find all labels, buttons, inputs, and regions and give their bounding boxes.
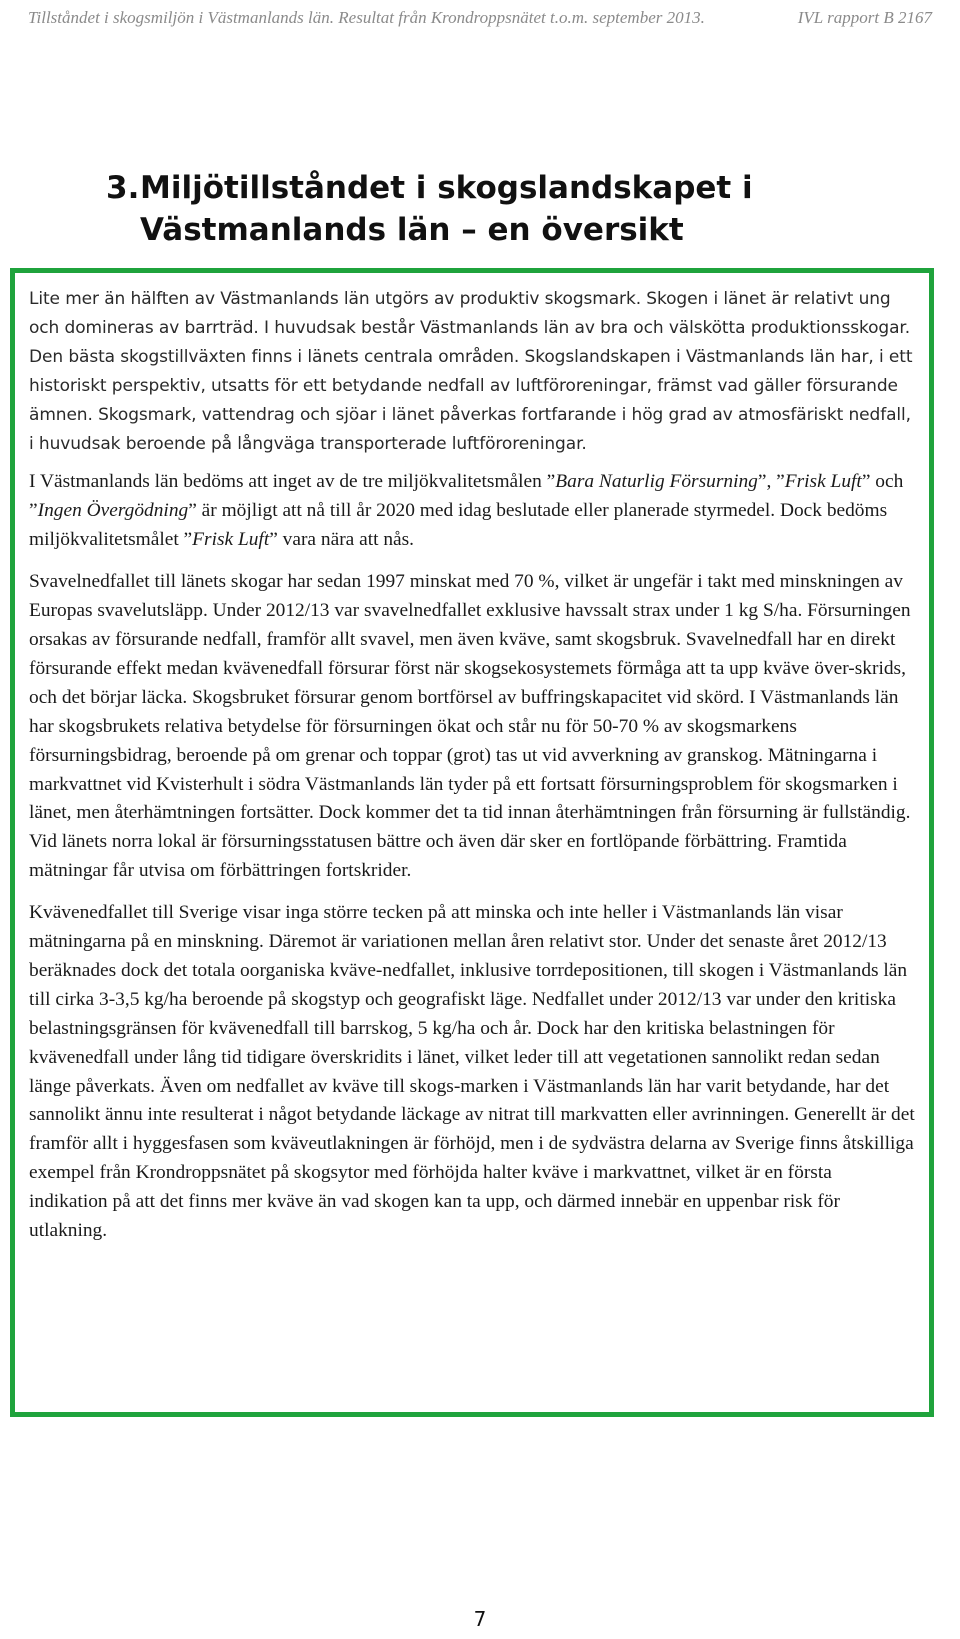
running-header-title: Tillståndet i skogsmiljön i Västmanlands län. Resultat från Krondroppsnätet t.o.m. september 2013. xyxy=(28,8,705,27)
running-header xyxy=(28,8,932,32)
goals-text-3: ” och ” xyxy=(29,471,904,522)
summary-paragraph-nitrogen: Kvävenedfallet till Sverige visar inga större tecken på att minska och inte heller i Västmanlands län visar mätningarna på en minskning. Däremot är variationen mellan åren relativt stor. Under det senaste året 2012/13 beräknades dock det totala oorganiska kväve-nedfallet, inklusive torrdepositionen, till skogen i Västmanlands län till cirka 3-3,5 kg/ha beroende på skogstyp och geografiskt läge. Nedfallet under 2012/13 var under den kritiska belastningsgränsen för kvävenedfall till barrskog, 5 kg/ha och år. Dock har den kritiska belastningen för kvävenedfall under lång tid tidigare överskridits i länet, vilket leder till att vegetationen sannolikt redan sedan länge påverkats. Även om nedfallet av kväve till skogs-marken i Västmanlands län har varit betydande, har det sannolikt ännu inte resulterat i något betydande läckage av nitrat till markvatten eller avrinningen. Generellt är det framför allt i hyggesfasen som kväveutlakningen är förhöjd, men i de sydvästra delarna av Sverige finns åtskilliga exempel från Krondroppsnätet på skogsytor med förhöjda halter kväve i markvattnet, vilket är en första indikation på att det finns mer kväve än vad skogen kan ta upp, och därmed innebär en uppenbar risk för utlakning. xyxy=(29,902,915,1242)
goal-clean-air: Frisk Luft xyxy=(784,471,862,493)
goals-text-1: I Västmanlands län bedöms att inget av de tre miljökvalitetsmålen ” xyxy=(29,471,556,493)
summary-paragraph-intro: Lite mer än hälften av Västmanlands län utgörs av produktiv skogsmark. Skogen i länet är relativt ung och domineras av barrträd. I huvudsak består Västmanlands län av bra och välskötta produktionsskogar. Den bästa skogstillväxten finns i länets centrala områden. Skogslandskapen i Västmanlands län har, i ett historiskt perspektiv, utsatts för ett betydande nedfall av luftföroreningar, främst vad gäller försurande ämnen. Skogsmark, vattendrag och sjöar i länet påverkas fortfarande i hög grad av atmosfäriskt nedfall, i huvudsak beroende på långväga transporterade luftföroreningar. xyxy=(29,289,913,454)
summary-paragraph-environmental-goals xyxy=(29,468,915,555)
chapter-number: 3. xyxy=(106,170,140,206)
chapter-heading xyxy=(106,167,926,251)
goal-clean-air-2: Frisk Luft xyxy=(192,529,270,551)
goal-acidification: Bara Naturlig Försurning xyxy=(555,471,758,493)
page-number: 7 xyxy=(473,1607,487,1631)
summary-box xyxy=(10,268,934,1417)
goal-eutrophication: Ingen Övergödning xyxy=(37,500,189,522)
goals-text-5: ” vara nära att nås. xyxy=(269,529,415,551)
goals-text-4: ” är möjligt att nå till år 2020 med idag beslutade eller planerade styrmedel. Dock bedöms miljökvalitetsmålet ” xyxy=(29,500,888,551)
chapter-title: Miljötillståndet i skogslandskapet i Västmanlands län – en översikt xyxy=(140,170,753,248)
running-header-report-number: IVL rapport B 2167 xyxy=(797,8,932,27)
summary-paragraph-sulphur: Svavelnedfallet till länets skogar har sedan 1997 minskat med 70 %, vilket är ungefär i takt med minskningen av Europas svavelutsläpp. Under 2012/13 var svavelnedfallet exklusive havssalt strax under 1 kg S/ha. Försurningen orsakas av försurande nedfall, framför allt svavel, men även kväve, samt skogsbruk. Svavelnedfall har en direkt försurande effekt medan kvävenedfall försurar först när skogsekosystemets förmåga att ta upp kväve över-skrids, och det börjar läcka. Skogsbruket försurar genom bortförsel av buffringskapacitet vid skörd. I Västmanlands län har skogsbrukets relativa betydelse för försurningen ökat och står nu för 50-70 % av skogsmarkens försurningsbidrag, beroende på om grenar och toppar (grot) tas ut vid avverkning av granskog. Mätningarna i markvattnet vid Kvisterhult i södra Västmanlands län tyder på ett fortsatt försurningsproblem för skogsmarken i länet, men återhämtningen fortsätter. Dock kommer det ta tid innan återhämtningen från försurning är fullständig. Vid länets norra lokal är försurningsstatusen bättre och även där sker en fortlöpande förbättring. Framtida mätningar får utvisa om förbättringen fortskrider. xyxy=(29,571,911,882)
goals-text-2: ”, ” xyxy=(757,471,785,493)
